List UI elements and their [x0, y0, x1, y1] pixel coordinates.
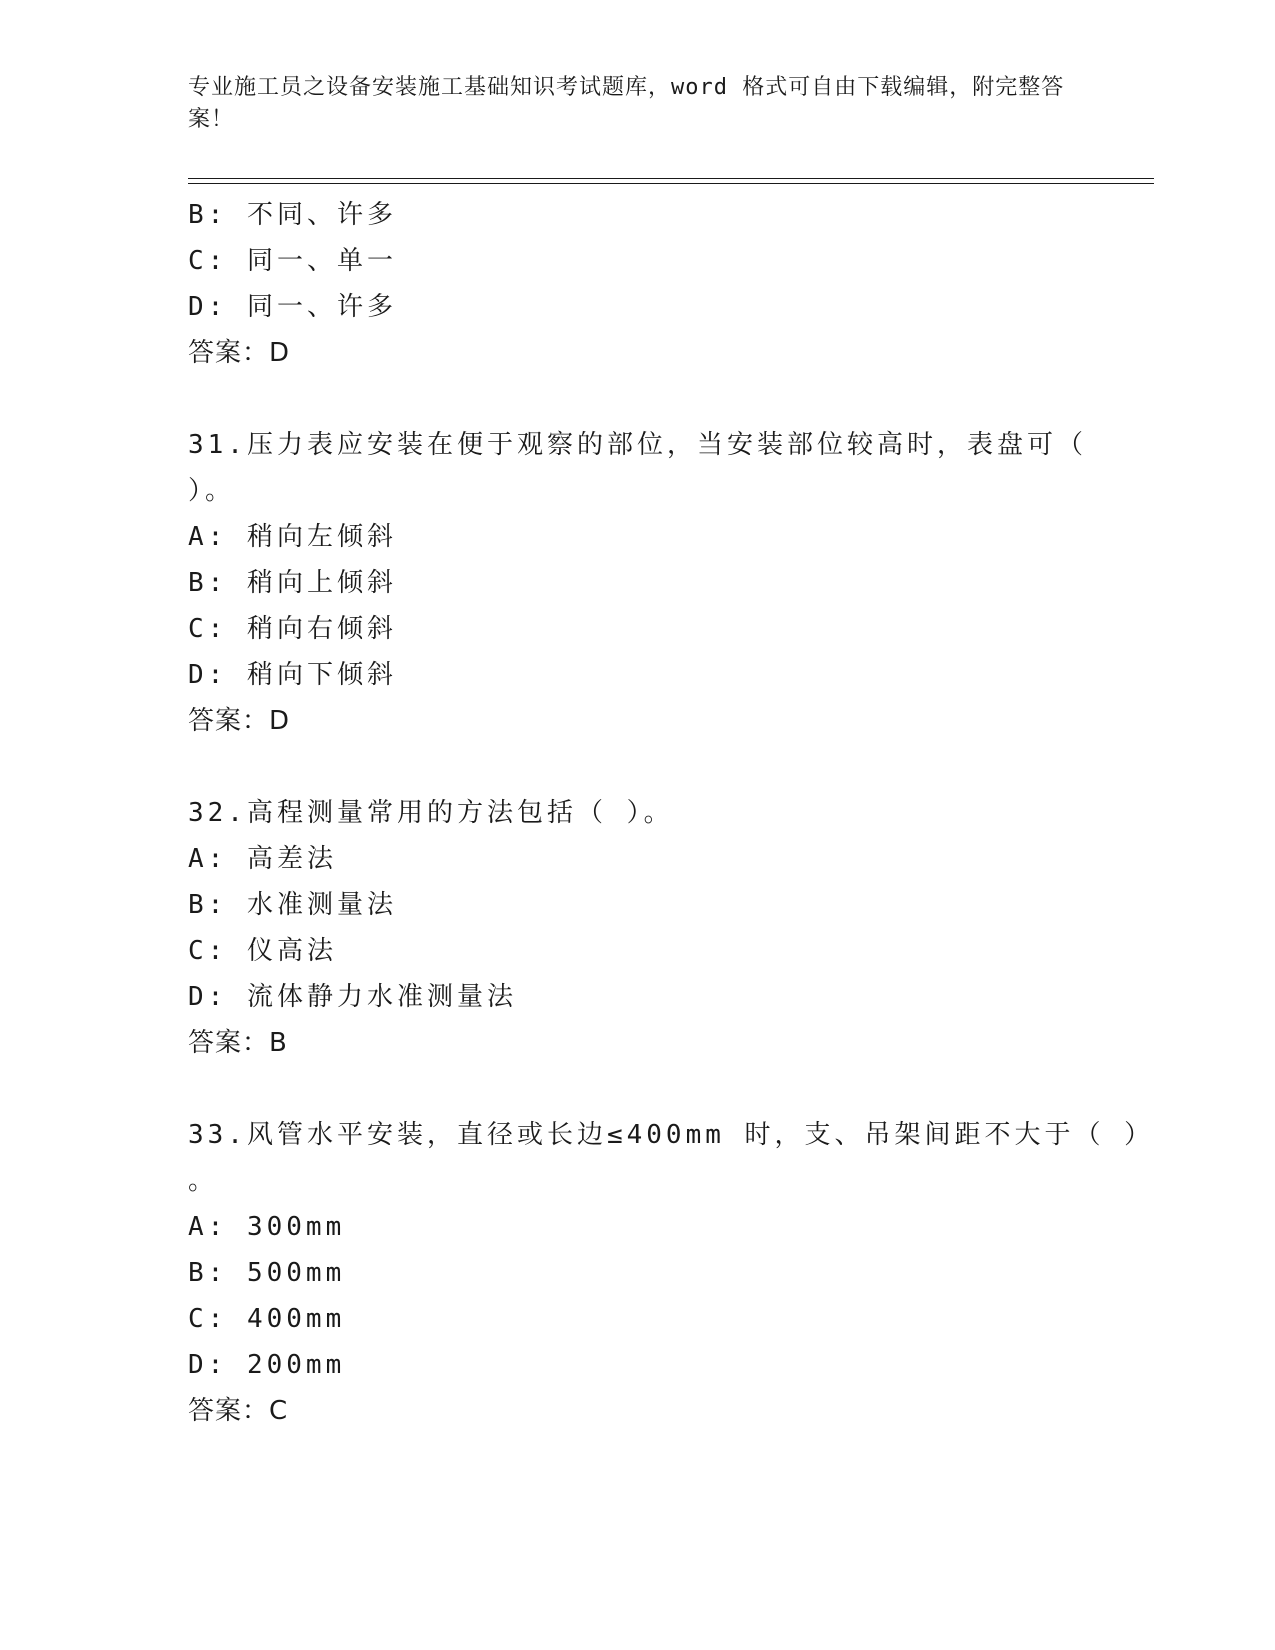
option-b: B: 水准测量法 — [188, 890, 397, 920]
option-c: C: 400mm — [188, 1304, 346, 1334]
option-c: C: 仪高法 — [188, 936, 337, 966]
question-31 — [188, 422, 1088, 744]
answer: 答案：D — [188, 338, 291, 368]
question-stem: 32.高程测量常用的方法包括（ ）。 — [188, 798, 674, 828]
option-a: A: 300mm — [188, 1212, 346, 1242]
option-c: C: 同一、单一 — [188, 246, 397, 276]
spacer — [188, 1066, 1088, 1112]
question-stem: 31.压力表应安装在便于观察的部位，当安装部位较高时，表盘可（ — [188, 430, 1087, 460]
question-list — [188, 192, 1155, 1434]
option-d: D: 200mm — [188, 1350, 346, 1380]
spacer — [188, 744, 1088, 790]
option-a: A: 高差法 — [188, 844, 337, 874]
document-header: 专业施工员之设备安装施工基础知识考试题库，word 格式可自由下载编辑，附完整答案！ — [188, 75, 1065, 132]
answer: 答案：D — [188, 706, 291, 736]
question-stem: 33.风管水平安装，直径或长边≤400mm 时，支、吊架间距不大于（ ） — [188, 1120, 1155, 1150]
header-divider-bottom — [188, 183, 1154, 184]
option-b: B: 稍向上倾斜 — [188, 568, 397, 598]
option-d: D: 同一、许多 — [188, 292, 397, 322]
question-33 — [188, 1112, 1155, 1434]
answer: 答案：B — [188, 1028, 288, 1058]
question-stem-continued: ）。 — [188, 476, 236, 506]
option-d: D: 流体静力水准测量法 — [188, 982, 517, 1012]
question-stem-continued: 。 — [188, 1166, 219, 1196]
option-a: A: 稍向左倾斜 — [188, 522, 397, 552]
header-divider-top — [188, 178, 1154, 179]
option-d: D: 稍向下倾斜 — [188, 660, 397, 690]
spacer — [188, 376, 1088, 422]
answer: 答案：C — [188, 1396, 289, 1426]
option-b: B: 500mm — [188, 1258, 346, 1288]
question-32 — [188, 790, 1088, 1066]
option-b: B: 不同、许多 — [188, 200, 397, 230]
option-c: C: 稍向右倾斜 — [188, 614, 397, 644]
question-30-tail — [188, 192, 1088, 376]
